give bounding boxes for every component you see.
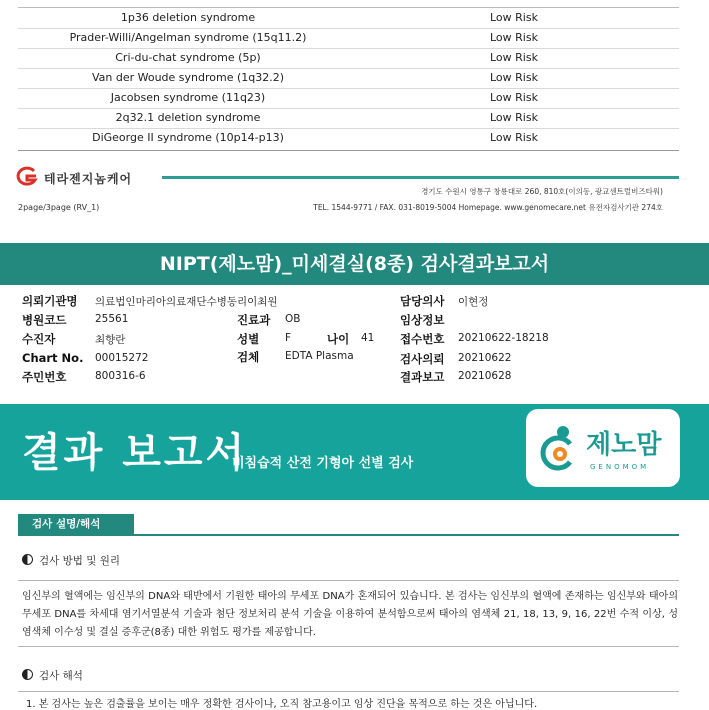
risk-level: Low Risk xyxy=(490,71,538,84)
hospital-code-value: 25561 xyxy=(95,313,129,325)
table-row xyxy=(18,68,679,88)
table-row xyxy=(18,8,679,28)
syndrome-name: Van der Woude syndrome (1q32.2) xyxy=(91,71,285,84)
table-row xyxy=(18,108,679,128)
syndrome-name: Cri-du-chat syndrome (5p) xyxy=(115,51,261,64)
banner-subtitle: 비침습적 산전 기형아 선별 검사 xyxy=(232,456,414,471)
syndrome-name: DiGeorge II syndrome (10p14-p13) xyxy=(92,131,284,144)
examinee-value: 최향란 xyxy=(95,334,126,346)
id-number-value: 800316-6 xyxy=(95,370,146,382)
brand-name-en: GENOMOM xyxy=(590,463,650,471)
report-title: NIPT(제노맘)_미세결실(8종) 검사결과보고서 xyxy=(0,243,709,285)
syndrome-name: 1p36 deletion syndrome xyxy=(120,11,256,24)
table-row xyxy=(18,28,679,48)
table-bottom-border xyxy=(18,150,679,151)
receipt-label: 접수번호 xyxy=(400,332,445,346)
half-circle-bullet-icon xyxy=(22,554,33,565)
table-row xyxy=(18,48,679,68)
brand-name: 제노맘 xyxy=(586,430,662,460)
id-number-label: 주민번호 xyxy=(22,370,67,384)
table-row xyxy=(18,88,679,108)
age-value: 41 xyxy=(361,332,375,344)
dept-value: OB xyxy=(285,313,301,325)
doctor-value: 이현정 xyxy=(458,296,489,308)
doctor-label: 담당의사 xyxy=(400,294,445,308)
section-rule xyxy=(18,534,679,536)
risk-level: Low Risk xyxy=(490,91,538,104)
method-bottom-divider xyxy=(18,646,679,647)
chart-no-label: Chart No. xyxy=(22,351,84,365)
clinical-label: 임상정보 xyxy=(400,313,445,327)
syndrome-name: 2q32.1 deletion syndrome xyxy=(115,111,261,124)
method-paragraph: 임신부의 혈액에는 임신부의 DNA와 태반에서 기원한 태아의 무세포 DNA가 혼재되어 있습니다. 본 검사는 임신부의 혈액에 존재하는 임신부와 태아의 무세포 DNA를 차세대 염기서열분석 기술과 첨단 정보처리 분석 기술을 이용하여 분석함으로써 태아의 염색체 21, 18, 13, 9, 16, 22번 수적 이상, 성염색체 이수성 및 결실 증후군(8종) 대한 위험도 평가를 제공합니다. xyxy=(22,591,678,638)
interp-divider xyxy=(18,691,679,692)
request-date-value: 20210622 xyxy=(458,352,512,364)
method-divider xyxy=(18,580,679,581)
examinee-label: 수진자 xyxy=(22,332,56,346)
interp-heading xyxy=(22,668,83,683)
interp-paragraph: 1. 본 검사는 높은 검출률을 보이는 매우 정확한 검사이나, 오직 참고용이고 임상 진단을 목적으로 하는 것은 아닙니다. xyxy=(26,699,538,710)
genomecare-logo-icon xyxy=(14,166,40,186)
result-date-label: 결과보고 xyxy=(400,370,445,384)
banner-title: 결과 보고서 xyxy=(22,430,248,476)
section-tab-explanation: 검사 설명/해석 xyxy=(18,514,134,534)
request-date-label: 검사의뢰 xyxy=(400,352,445,366)
risk-level: Low Risk xyxy=(490,131,538,144)
hospital-code-label: 병원코드 xyxy=(22,313,67,327)
institution-value: 의료법인마리아의료재단수병동리이최원 xyxy=(95,296,278,308)
page-number: 2page/3page (RV_1) xyxy=(18,203,100,212)
specimen-value: EDTA Plasma xyxy=(285,350,354,362)
risk-level: Low Risk xyxy=(490,111,538,124)
receipt-value: 20210622-18218 xyxy=(458,332,549,344)
sex-value: F xyxy=(285,332,292,344)
table-row xyxy=(18,128,679,148)
syndrome-name: Prader-Willi/Angelman syndrome (15q11.2) xyxy=(69,31,307,44)
risk-level: Low Risk xyxy=(490,51,538,64)
institution-label: 의뢰기관명 xyxy=(22,294,78,308)
syndrome-name: Jacobsen syndrome (11q23) xyxy=(110,91,266,104)
risk-level: Low Risk xyxy=(490,31,538,44)
interp-heading-text: 검사 해석 xyxy=(39,670,83,682)
dept-label: 진료과 xyxy=(237,313,271,327)
genomom-logo-icon xyxy=(536,422,582,472)
half-circle-bullet-icon xyxy=(22,669,33,680)
method-heading xyxy=(22,553,120,568)
chart-no-value: 00015272 xyxy=(95,352,149,364)
risk-level: Low Risk xyxy=(490,11,538,24)
sex-label: 성별 xyxy=(237,332,260,346)
specimen-label: 검체 xyxy=(237,350,260,364)
footer-rule xyxy=(162,176,679,179)
method-heading-text: 검사 방법 및 원리 xyxy=(39,555,121,567)
company-address: 경기도 수원시 영통구 창룡대로 260, 810호(이의동, 광교센트럴비즈타워) xyxy=(421,187,663,196)
company-logo-text: 테라젠지놈케어 xyxy=(44,172,133,186)
age-label: 나이 xyxy=(327,332,350,346)
company-contact: TEL. 1544-9771 / FAX. 031-8019-5004 Homepage. www.genomecare.net 유전자검사기관 274호 xyxy=(313,203,663,212)
result-date-value: 20210628 xyxy=(458,370,512,382)
